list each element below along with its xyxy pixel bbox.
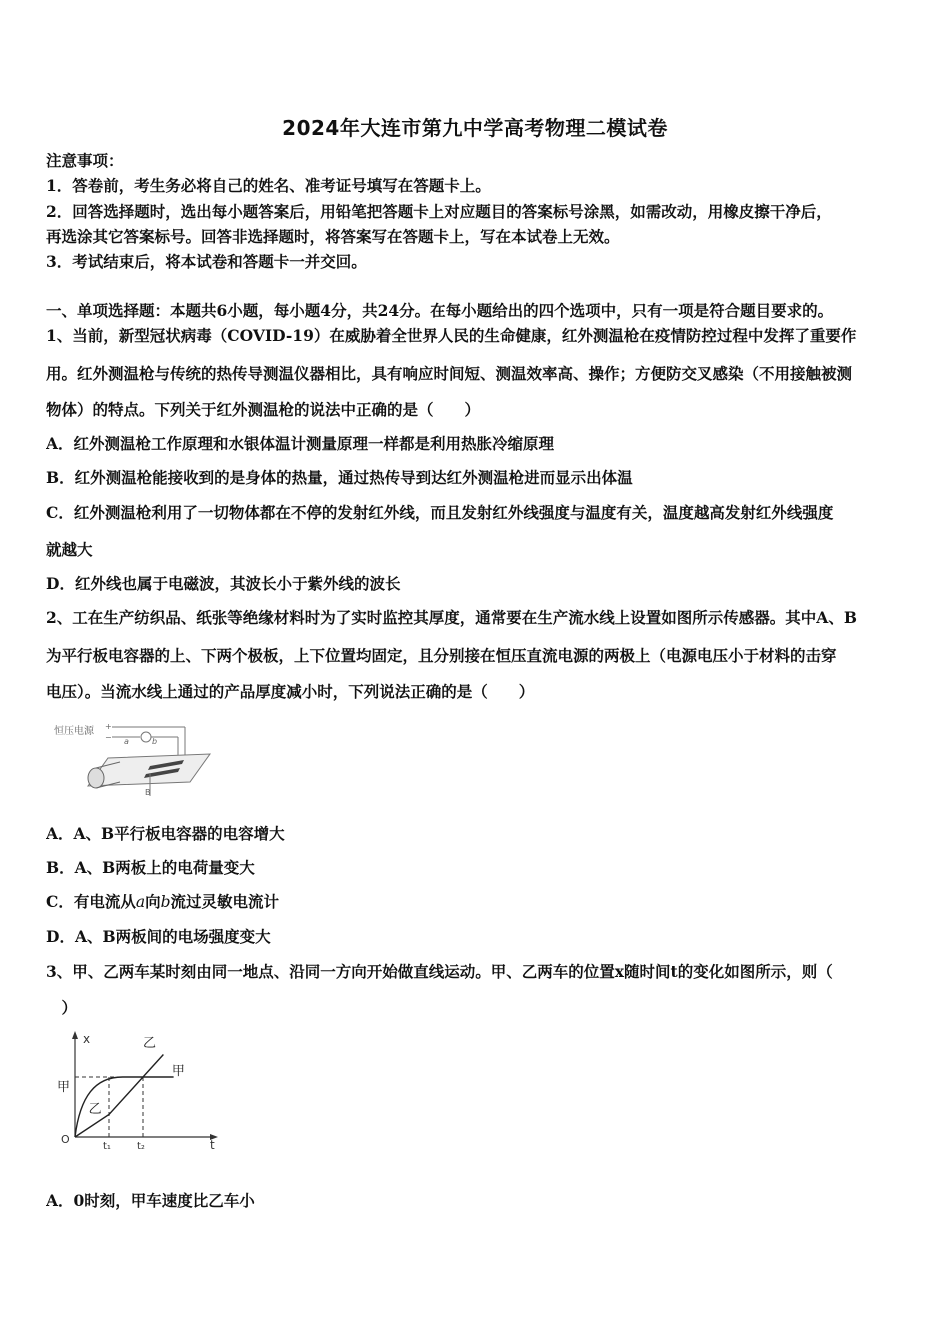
node-a-label: a — [124, 737, 129, 746]
notice-item-3: 3．考试结束后，将本试卷和答题卡一并交回。 — [46, 252, 367, 271]
q1-option-d: D．红外线也属于电磁波，其波长小于紫外线的波长 — [46, 574, 401, 593]
q1-line-2: 用。红外测温枪与传统的热传导测温仪器相比，具有响应时间短、测温效率高、操作；方便防交叉感染（不用接触被测 — [46, 364, 853, 383]
q1-option-a: A．红外测温枪工作原理和水银体温计测量原理一样都是利用热胀冷缩原理 — [46, 434, 555, 453]
q2-option-c-mid: 向 — [145, 892, 161, 911]
notice-item-2: 2．回答选择题时，选出每小题答案后，用铅笔把答题卡上对应题目的答案标号涂黑，如需改动，用橡皮擦干净后， — [46, 202, 832, 221]
q3-option-a: A．0时刻，甲车速度比乙车小 — [46, 1191, 255, 1210]
q1-option-c: C．红外测温枪利用了一切物体都在不停的发射红外线，而且发射红外线强度与温度有关，温度越高发射红外线强度 — [46, 503, 834, 522]
chart-plot-area — [57, 1036, 185, 1152]
q3-line-2: ） — [46, 998, 78, 1017]
origin-label: O — [61, 1133, 70, 1146]
label-jia-left: 甲 — [57, 1080, 71, 1095]
x-tick-label: t₂ — [137, 1141, 145, 1152]
q1-line-1: 1、当前，新型冠状病毒（COVID-19）在威胁着全世界人民的生命健康，红外测温枪在疫情防控过程中发挥了重要作 — [46, 326, 857, 345]
q2-option-b: B．A、B两板上的电荷量变大 — [46, 858, 255, 877]
q2-option-c — [46, 891, 910, 913]
q3-line-1: 3、甲、乙两车某时刻由同一地点、沿同一方向开始做直线运动。甲、乙两车的位置x随时间t的变化如图所示，则（ — [46, 962, 833, 981]
power-source-label: 恒压电源 — [54, 726, 94, 737]
q2-option-c-b: b — [160, 893, 171, 911]
x-axis-label: t — [210, 1138, 215, 1152]
q1-option-c-cont: 就越大 — [46, 540, 93, 559]
y-axis-label: x — [83, 1032, 91, 1046]
q1-line-3: 物体）的特点。下列关于红外测温枪的说法中正确的是（ ） — [46, 400, 481, 419]
q2-line-2: 为平行板电容器的上、下两个极板，上下位置均固定，且分别接在恒压直流电源的两极上（电源电压小于材料的击穿 — [46, 646, 837, 665]
plus-sign: + — [105, 722, 112, 731]
section-heading: 一、单项选择题：本题共6小题，每小题4分，共24分。在每小题给出的四个选项中，只有一项是符合题目要求的。 — [46, 301, 834, 320]
q2-option-c-post: 流过灵敏电流计 — [170, 892, 280, 911]
node-b-label: b — [152, 737, 158, 746]
material-sheet — [88, 754, 210, 786]
q2-option-a: A．A、B平行板电容器的电容增大 — [46, 824, 285, 843]
x-tick-label: t₁ — [103, 1141, 111, 1152]
q2-option-c-pre: C．有电流从 — [46, 892, 136, 911]
q2-capacitor-figure — [50, 718, 220, 800]
q3-xt-chart — [55, 1025, 235, 1155]
y-axis-arrow — [72, 1031, 78, 1039]
label-yi-bottom: 乙 — [88, 1102, 102, 1117]
page-title: 2024年大连市第九中学高考物理二模试卷 — [282, 116, 668, 140]
notice-item-1: 1．答卷前，考生务必将自己的姓名、准考证号填写在答题卡上。 — [46, 176, 491, 195]
roller — [88, 768, 104, 788]
q2-option-d: D．A、B两板间的电场强度变大 — [46, 927, 271, 946]
plate-b-label: B — [145, 788, 151, 797]
notice-item-2-cont: 再选涂其它答案标号。回答非选择题时，将答案写在答题卡上，写在本试卷上无效。 — [46, 227, 620, 246]
q1-option-b: B．红外测温枪能接收到的是身体的热量，通过热传导到达红外测温枪进而显示出体温 — [46, 468, 633, 487]
galvanometer-icon — [141, 732, 151, 742]
q2-line-3: 电压）。当流水线上通过的产品厚度减小时，下列说法正确的是（ ） — [46, 682, 535, 701]
label-jia-right: 甲 — [171, 1064, 185, 1079]
q2-option-c-a: a — [135, 893, 146, 911]
minus-sign: − — [105, 733, 112, 742]
q2-line-1: 2、工在生产纺织品、纸张等绝缘材料时为了实时监控其厚度，通常要在生产流水线上设置如图所示传感器。其中A、B — [46, 608, 857, 627]
label-yi-top: 乙 — [143, 1036, 157, 1051]
notice-heading: 注意事项： — [46, 151, 124, 170]
